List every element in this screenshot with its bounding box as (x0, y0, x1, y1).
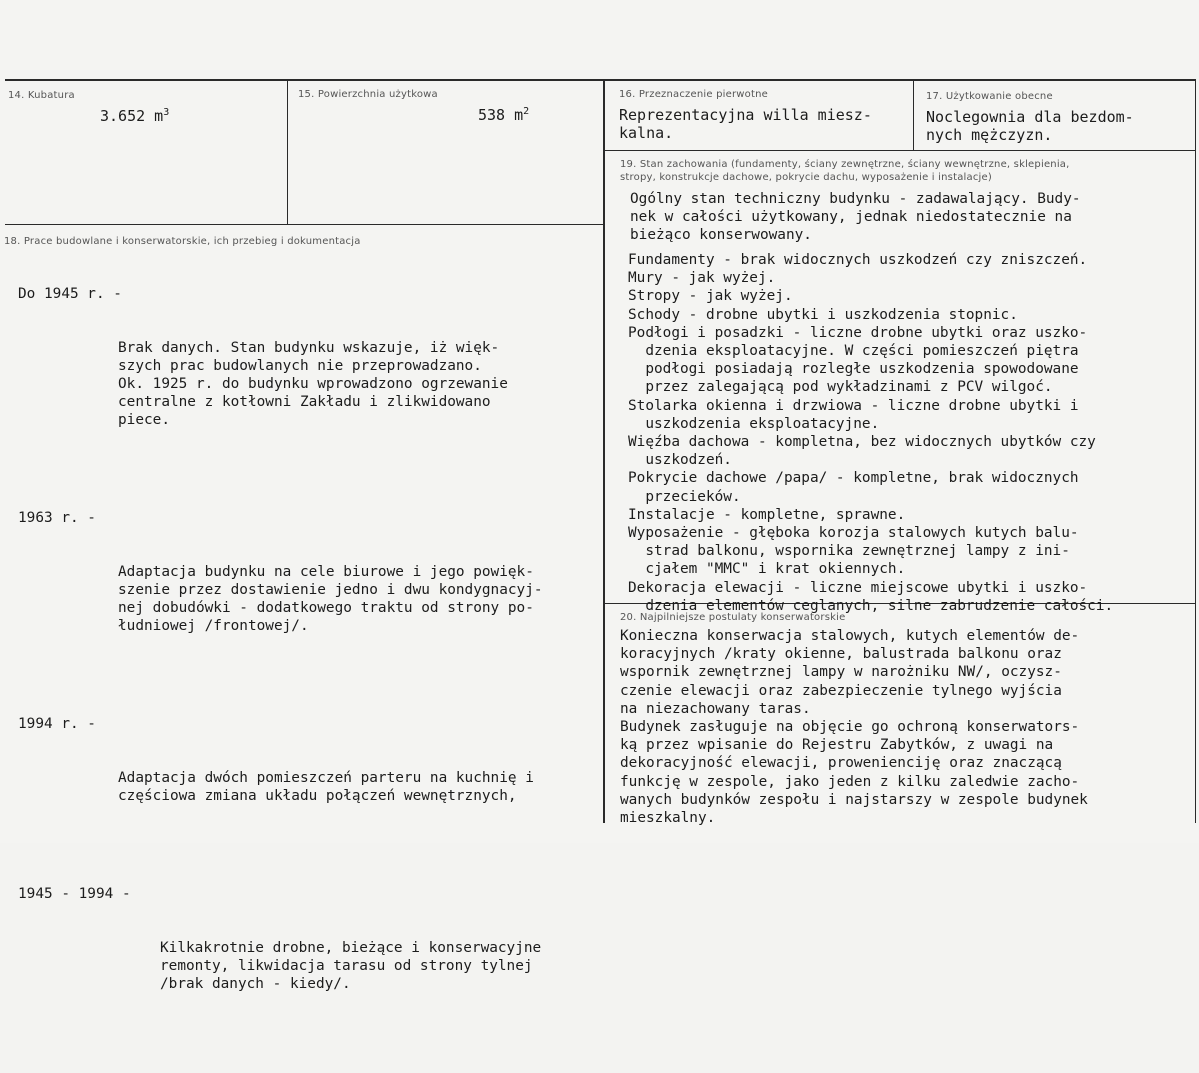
field-15-label: 15. Powierzchnia użytkowa (298, 89, 438, 100)
history-text: Adaptacja dwóch pomieszczeń parteru na kuchnię i częściowa zmiana układu połączeń wewnętrznych, (118, 770, 534, 804)
divider-14-15 (287, 79, 288, 224)
condition-details: Fundamenty - brak widocznych uszkodzeń czy zniszczeń. Mury - jak wyżej. Stropy - jak wyżej. Schody - drobne ubytki i uszkodzenia stopnic. Podłogi i posadzki - liczne drobne ubytki oraz uszko- dzenia eksploatacyjne. W części pomieszczeń piętra podłogi posiadają rozległe uszkodzenia spowodowane przez zalegającą pod wykładzinami z PCV wilgoć. Stolarka okienna i drzwiowa - liczne drobne ubytki i uszkodzenia eksploatacyjne. Więźba dachowa - kompletna, bez widocznych ubytków czy uszkodzeń. Pokrycie dachowe /papa/ - kompletne, brak widocznych przecieków. Instalacje - kompletne, sprawne. Wyposażenie - głęboka korozja stalowych kutych balu- strad balkonu, wspornika zewnętrznej lampy z ini- cjałem "MMC" i krat okiennych. Dekoracja elewacji - liczne miejscowe ubytki i uszko- dzenia elementów ceglanych, silne zabrudzenie całości. (628, 252, 1114, 614)
history-text: Adaptacja budynku na cele biurowe i jego powięk- szenie przez dostawienie jedno i dwu kondygnacyj- nej dobudówki - dodatkowego traktu od strony po- łudniowej /frontowej/. (118, 564, 543, 634)
condition-summary: Ogólny stan techniczny budynku - zadawalający. Budy- nek w całości użytkowany, jednak niedostatecznie na bieżąco konserwowany. (630, 191, 1081, 244)
field-17-value: Noclegownia dla bezdom- nych mężczyzn. (926, 108, 1134, 144)
field-19-label: 19. Stan zachowania (fundamenty, ściany zewnętrzne, ściany wewnętrzne, sklepienia, stropy, konstrukcje dachowe, pokrycie dachu, wyposażenie i instalacje) (620, 159, 1070, 183)
construction-history (18, 249, 543, 1073)
history-date: 1994 r. - (18, 716, 96, 732)
field-15-value (478, 103, 529, 125)
field-16-label: 16. Przeznaczenie pierwotne (619, 89, 769, 100)
top-rule (5, 79, 1196, 81)
field-14-value (100, 104, 169, 126)
area-number: 538 m (478, 106, 524, 124)
conservation-postulates: Konieczna konserwacja stalowych, kutych elementów de- koracyjnych /kraty okienne, balustrada balkonu oraz wspornik zewnętrznej lampy w narożniku NW/, oczysz- czenie elewacji oraz zabezpieczenie tylnego wyjścia na niezachowany taras. Budynek zasługuje na objęcie go ochroną konserwators- ką przez wpisanie do Rejestru Zabytków, z uwagi na dekoracyjność elewacji, prowenienciję oraz znaczącą funkcję w zespole, jako jeden z kilku zaledwie zacho- wanych budynków zespołu i najstarszy w zespole budynek mieszkalny. (620, 628, 1088, 827)
history-entry (18, 509, 543, 671)
history-entry (18, 885, 543, 1029)
history-date: 1945 - 1994 - (18, 886, 131, 902)
field-20-label: 20. Najpilniejsze postulaty konserwatorskie (620, 612, 846, 623)
history-date: Do 1945 r. - (18, 286, 122, 302)
area-unit-exp: 2 (523, 106, 530, 117)
field-18-label: 18. Prace budowlane i konserwatorskie, ich przebieg i dokumentacja (4, 236, 361, 247)
divider-middle (603, 79, 605, 823)
history-text: Brak danych. Stan budynku wskazuje, iż więk- szych prac budowlanych nie przeprowadzano. Ok. 1925 r. do budynku wprowadzono ogrzewanie centralne z kotłowni Zakładu i zlikwidowano piece. (118, 340, 508, 428)
right-border (1195, 79, 1196, 823)
kubatura-unit-exp: 3 (163, 107, 170, 118)
history-entry (18, 715, 543, 841)
rule-below-14-15 (5, 224, 603, 225)
field-14-label: 14. Kubatura (8, 90, 75, 101)
rule-below-16-17 (604, 150, 1196, 151)
field-17-label: 17. Użytkowanie obecne (926, 91, 1053, 102)
divider-16-17 (913, 80, 914, 150)
history-entry (18, 285, 543, 465)
history-text: Kilkakrotnie drobne, bieżące i konserwacyjne remonty, likwidacja tarasu od strony tylnej /brak danych - kiedy/. (160, 940, 542, 992)
kubatura-number: 3.652 m (100, 107, 164, 125)
field-16-value: Reprezentacyjna willa miesz- kalna. (619, 106, 872, 142)
history-date: 1963 r. - (18, 510, 96, 526)
